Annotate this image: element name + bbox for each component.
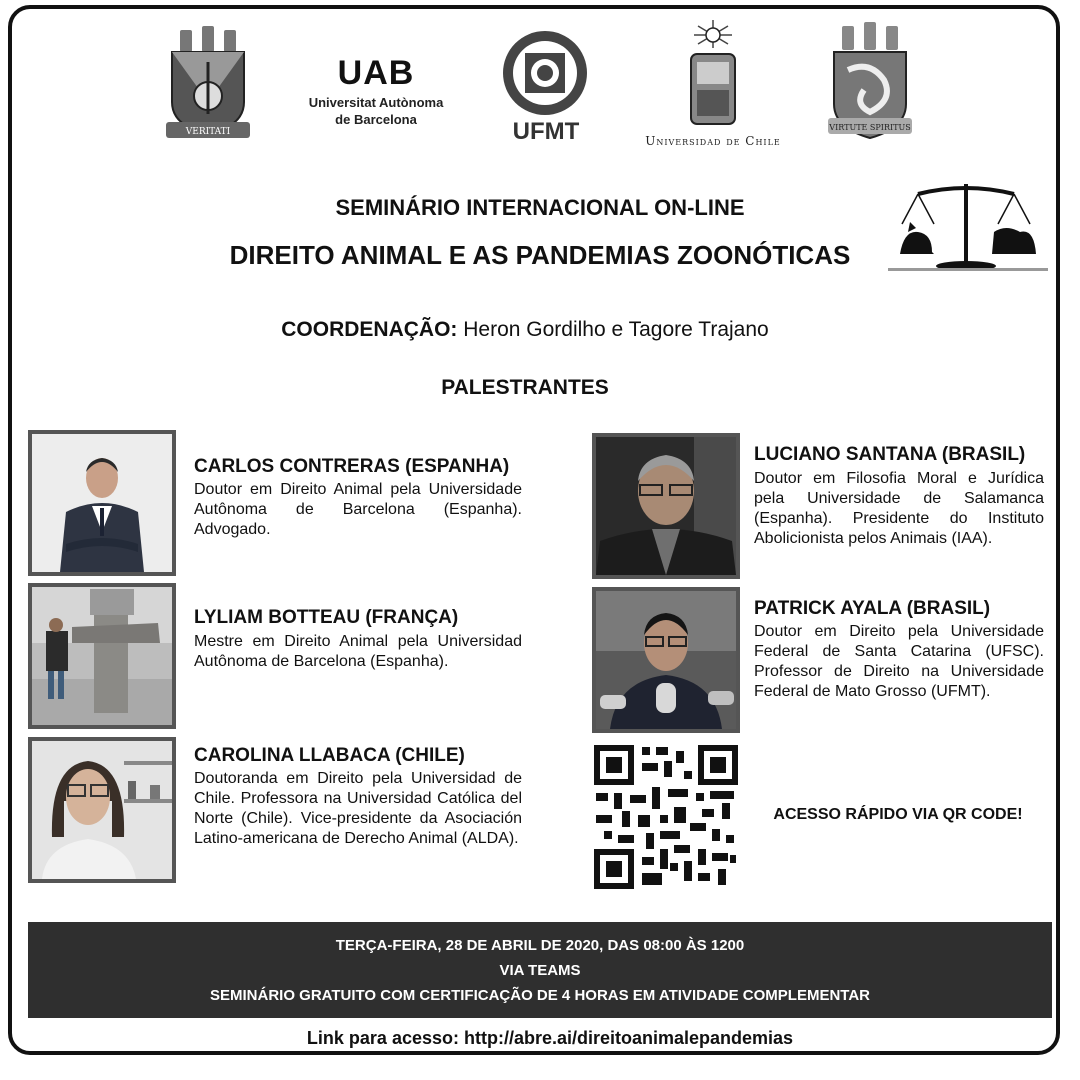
ufmt-logo-title: UFMT (512, 118, 580, 145)
event-info-banner (28, 922, 1052, 1018)
ufmt-symbol-logo (500, 28, 590, 118)
ufba-crest-logo (160, 22, 256, 150)
speaker-photo-lyliam (28, 583, 176, 729)
speaker-photo-carolina (28, 737, 176, 883)
uchile-crest-logo (684, 18, 742, 130)
speakers-heading: PALESTRANTES (441, 376, 609, 399)
event-kicker: SEMINÁRIO INTERNACIONAL ON-LINE (335, 195, 745, 220)
qr-code[interactable] (594, 745, 738, 889)
speaker-bio: Doutor em Direito pela Universidade Federal de Santa Catarina (UFSC). Professor de Direito na Universidade Federal de Mato Grosso (UFMT). (754, 623, 1044, 700)
coordination-line: COORDENAÇÃO: Heron Gordilho e Tagore Trajano (281, 318, 769, 341)
speaker-name: PATRICK AYALA (BRASIL) (754, 598, 991, 619)
event-platform: VIA TEAMS (499, 962, 581, 979)
access-link[interactable]: Link para acesso: http://abre.ai/direitoanimalepandemias (306, 1028, 794, 1048)
speaker-name: LUCIANO SANTANA (BRASIL) (754, 444, 1026, 465)
speaker-name: CAROLINA LLABACA (CHILE) (194, 745, 465, 766)
speaker-bio: Doutor em Filosofia Moral e Jurídica pela Universidade de Salamanca (Espanha). Presidente do Instituto Abolicionista pelos Animais (IAA). (754, 470, 1044, 547)
event-title: DIREITO ANIMAL E AS PANDEMIAS ZOONÓTICAS (229, 240, 851, 270)
speaker-bio: Doutoranda em Direito pela Universidad de Chile. Professora na Universidad Católica del Norte (Chile). Vice-presidente da Asociación Latino-americana de Derecho Animal (ALDA). (194, 770, 522, 847)
uchile-logo-title: Universidad de Chile (645, 134, 781, 148)
event-date: TERÇA-FEIRA, 28 DE ABRIL DE 2020, DAS 08:00 ÀS 1200 (335, 937, 745, 954)
speaker-photo-luciano (592, 433, 740, 579)
event-certification: SEMINÁRIO GRATUITO COM CERTIFICAÇÃO DE 4 HORAS EM ATIVIDADE COMPLEMENTAR (209, 987, 870, 1004)
justice-scale-animals-icon (888, 180, 1048, 272)
qr-label: ACESSO RÁPIDO VIA QR CODE! (773, 806, 1023, 823)
speaker-name: CARLOS CONTRERAS (ESPANHA) (194, 456, 510, 477)
speaker-photo-patrick (592, 587, 740, 733)
ufba-caption: VERITATI (185, 127, 231, 137)
ufsc-crest-logo (824, 20, 916, 152)
speaker-photo-carlos (28, 430, 176, 576)
uab-logo-title: UAB (337, 54, 415, 92)
speaker-name: LYLIAM BOTTEAU (FRANÇA) (194, 607, 459, 628)
ufsc-caption: VIRTUTE SPIRITUS (829, 123, 911, 132)
speaker-bio: Mestre em Direito Animal pela Universidad Autônoma de Barcelona (Espanha). (194, 633, 522, 670)
uab-logo-subtitle: Universitat Autònoma de Barcelona (308, 95, 444, 127)
speaker-bio: Doutor em Direito Animal pela Universidade Autônoma de Barcelona (Espanha). Advogado. (194, 481, 522, 538)
